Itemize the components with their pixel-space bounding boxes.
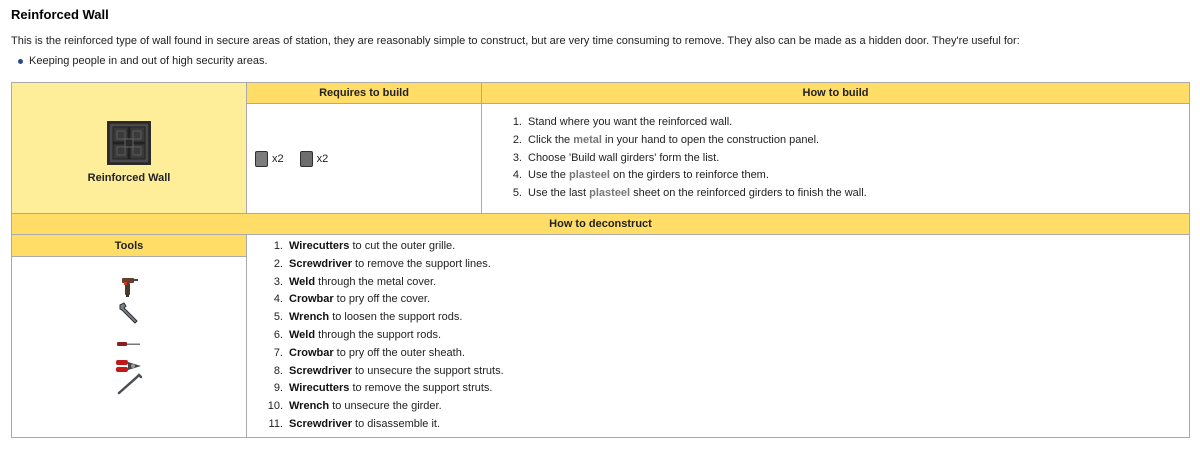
requires-header: Requires to build	[247, 83, 482, 104]
step-number: 3.	[273, 275, 283, 288]
step-text	[289, 345, 465, 363]
crowbar-icon	[116, 373, 142, 395]
step-number: 4.	[273, 293, 283, 306]
step-fragment: Use the	[528, 169, 569, 182]
step-fragment: to loosen the support rods.	[329, 311, 463, 324]
tools-cell	[12, 257, 247, 438]
step-text	[289, 238, 455, 256]
build-step	[500, 114, 1189, 132]
material-link[interactable]: plasteel	[568, 169, 610, 182]
wirecutters-icon	[115, 359, 143, 373]
deconstruct-steps-list	[261, 238, 1189, 434]
material-link[interactable]: plasteel	[589, 187, 631, 200]
item-cell	[12, 83, 247, 214]
material-link[interactable]: metal	[573, 133, 602, 146]
step-number: 10.	[267, 400, 283, 413]
step-fragment: to remove the support struts.	[349, 382, 493, 395]
deconstruct-step	[261, 256, 1189, 274]
requirements-cell	[247, 104, 482, 214]
step-text	[528, 167, 769, 185]
tool-name: Screwdriver	[289, 417, 352, 430]
step-number: 6.	[273, 328, 283, 341]
requirements-list	[255, 151, 481, 167]
tool-name: Wirecutters	[289, 240, 350, 252]
uses-list	[18, 55, 268, 67]
step-text	[289, 416, 440, 434]
step-fragment: Click the	[528, 133, 574, 146]
step-fragment: to disassemble it.	[351, 417, 441, 430]
deconstruct-step	[261, 416, 1189, 434]
deconstruct-step	[261, 345, 1189, 363]
step-fragment: to pry off the outer sheath.	[333, 346, 465, 359]
step-fragment: Use the last	[528, 187, 590, 200]
step-fragment: to pry off the cover.	[333, 293, 431, 306]
use-text: Keeping people in and out of high security areas.	[29, 55, 268, 67]
page-title: Reinforced Wall	[11, 7, 109, 22]
metal-sheet-icon	[255, 151, 268, 167]
build-step	[500, 167, 1189, 185]
deconstruct-step	[261, 291, 1189, 309]
step-text	[289, 363, 504, 381]
step-text	[528, 132, 819, 150]
how-to-deconstruct-header: How to deconstruct	[12, 214, 1190, 235]
step-text	[528, 114, 732, 132]
plasteel-sheet-icon	[300, 151, 313, 167]
welder-icon	[118, 275, 140, 299]
step-fragment: Stand where you want the reinforced wall.	[528, 116, 733, 128]
reinforced-wall-icon	[107, 121, 151, 165]
step-fragment: on the girders to reinforce them.	[609, 169, 769, 182]
intro-text: This is the reinforced type of wall found in secure areas of station, they are reasonably simple to construct, but are very time consuming to remove. They also can be made as a hidden door. They're useful for:	[11, 35, 1020, 47]
step-number: 3.	[512, 151, 522, 164]
step-number: 9.	[273, 382, 283, 395]
step-fragment: through the support rods.	[315, 328, 442, 341]
tool-name: Weld	[289, 275, 316, 288]
tool-name: Crowbar	[289, 293, 334, 306]
deconstruct-step	[261, 363, 1189, 381]
step-number: 1.	[512, 116, 522, 128]
step-fragment: to remove the support lines.	[351, 257, 491, 270]
step-fragment: to cut the outer grille.	[349, 240, 456, 252]
tool-name: Weld	[289, 328, 316, 341]
build-step	[500, 132, 1189, 150]
deconstruct-step	[261, 238, 1189, 256]
how-to-build-header: How to build	[482, 83, 1190, 104]
step-text	[289, 380, 493, 398]
deconstruct-step	[261, 327, 1189, 345]
deconstruct-step	[261, 380, 1189, 398]
step-fragment: in your hand to open the construction panel.	[602, 133, 820, 146]
deconstruct-step	[261, 274, 1189, 292]
step-number: 2.	[512, 133, 522, 146]
step-text	[289, 274, 436, 292]
step-text	[289, 291, 430, 309]
step-number: 7.	[273, 346, 283, 359]
tool-name: Wrench	[289, 311, 330, 324]
tool-name: Screwdriver	[289, 364, 352, 377]
build-steps-cell	[482, 104, 1190, 214]
step-fragment: to unsecure the support struts.	[351, 364, 504, 377]
step-number: 2.	[273, 257, 283, 270]
step-fragment: to unsecure the girder.	[329, 400, 442, 413]
step-number: 11.	[268, 417, 283, 430]
step-text	[289, 327, 441, 345]
deconstruct-step	[261, 309, 1189, 327]
step-text	[289, 256, 491, 274]
tool-name: Crowbar	[289, 346, 334, 359]
plasteel-qty: x2	[316, 152, 329, 165]
metal-qty: x2	[272, 152, 284, 165]
step-number: 1.	[273, 240, 283, 252]
bullet-icon	[18, 59, 23, 64]
step-fragment: through the metal cover.	[315, 275, 437, 288]
build-step	[500, 150, 1189, 168]
tool-name: Wrench	[289, 400, 330, 413]
step-text	[528, 150, 719, 168]
step-number: 5.	[273, 311, 283, 324]
step-number: 5.	[512, 187, 522, 200]
step-fragment: Choose 'Build wall girders' form the list.	[528, 151, 720, 164]
step-text	[289, 398, 442, 416]
wrench-icon	[117, 301, 141, 325]
tools-header: Tools	[12, 235, 247, 257]
screwdriver-icon	[116, 339, 142, 349]
tool-name: Screwdriver	[289, 257, 352, 270]
deconstruct-step	[261, 398, 1189, 416]
step-text	[528, 185, 867, 203]
build-steps-list	[500, 114, 1189, 203]
tool-name: Wirecutters	[289, 382, 350, 395]
list-item	[18, 55, 268, 67]
step-fragment: sheet on the reinforced girders to finish the wall.	[630, 187, 867, 200]
step-number: 4.	[512, 169, 522, 182]
item-name: Reinforced Wall	[87, 171, 171, 184]
step-text	[289, 309, 462, 327]
build-step	[500, 185, 1189, 203]
deconstruct-steps-cell	[247, 235, 1190, 438]
step-number: 8.	[273, 364, 283, 377]
reinforced-wall-table	[11, 82, 1190, 438]
